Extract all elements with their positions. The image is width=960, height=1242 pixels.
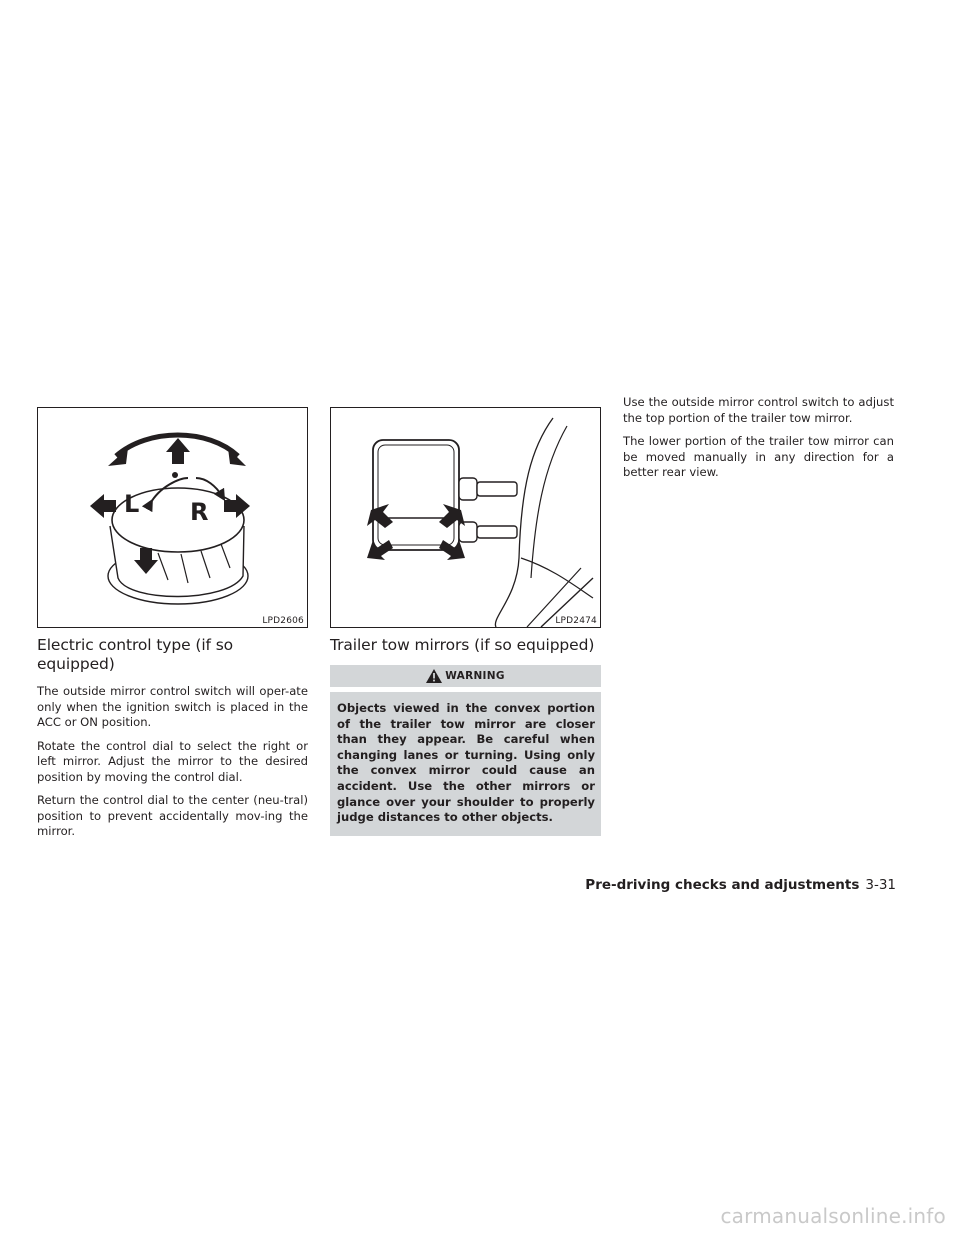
rotate-right-arrow-icon: [228, 448, 246, 466]
warning-triangle-icon: [426, 669, 442, 683]
watermark: carmanualsonline.info: [720, 1204, 946, 1228]
rotate-left-arrow-icon: [108, 448, 128, 466]
arrow-up-icon: [166, 438, 190, 464]
middle-column: [330, 407, 601, 836]
warning-text: Objects viewed in the convex portion of the trailer tow mirror are closer than they appear. Be careful when changing lanes or turning. Using only the convex mirror could cause an accident. Use the other mirrors or glance over your shoulder to properly judge distances to other objects.: [337, 701, 595, 825]
section-heading-trailer-tow-mirrors: Trailer tow mirrors (if so equipped): [330, 636, 595, 654]
section-heading-electric-control: Electric control type (if so equipped): [37, 636, 234, 673]
paragraph: The outside mirror control switch will oper-ate only when the ignition switch is placed in the ACC or ON position.: [37, 684, 308, 729]
warning-header: [330, 665, 601, 687]
figure-code: LPD2474: [555, 616, 597, 626]
dial-illustration: [38, 408, 307, 627]
page-footer: [585, 877, 896, 893]
mirror-control-dial-figure: [37, 407, 308, 628]
page-number: 3-31: [865, 877, 896, 893]
chapter-title: Pre-driving checks and adjustments: [585, 877, 860, 893]
tow-mirror-illustration: [331, 408, 600, 627]
paragraph: Use the outside mirror control switch to adjust the top portion of the trailer tow mirror.: [623, 395, 894, 425]
dial-label-left: L: [124, 490, 140, 518]
dial-label-right: R: [190, 498, 209, 526]
figure-code: LPD2606: [262, 616, 304, 626]
paragraph: Rotate the control dial to select the right or left mirror. Adjust the mirror to the desired position by moving the control dial.: [37, 738, 308, 784]
paragraph: Return the control dial to the center (neu-tral) position to prevent accidentally mov-ing the mirror.: [37, 793, 308, 838]
right-column: [623, 395, 894, 489]
warning-label: WARNING: [445, 670, 505, 682]
warning-box: [330, 692, 601, 836]
left-column: [37, 407, 308, 848]
trailer-tow-mirror-figure: [330, 407, 601, 628]
paragraph: The lower portion of the trailer tow mirror can be moved manually in any direction for a better rear view.: [623, 434, 894, 479]
